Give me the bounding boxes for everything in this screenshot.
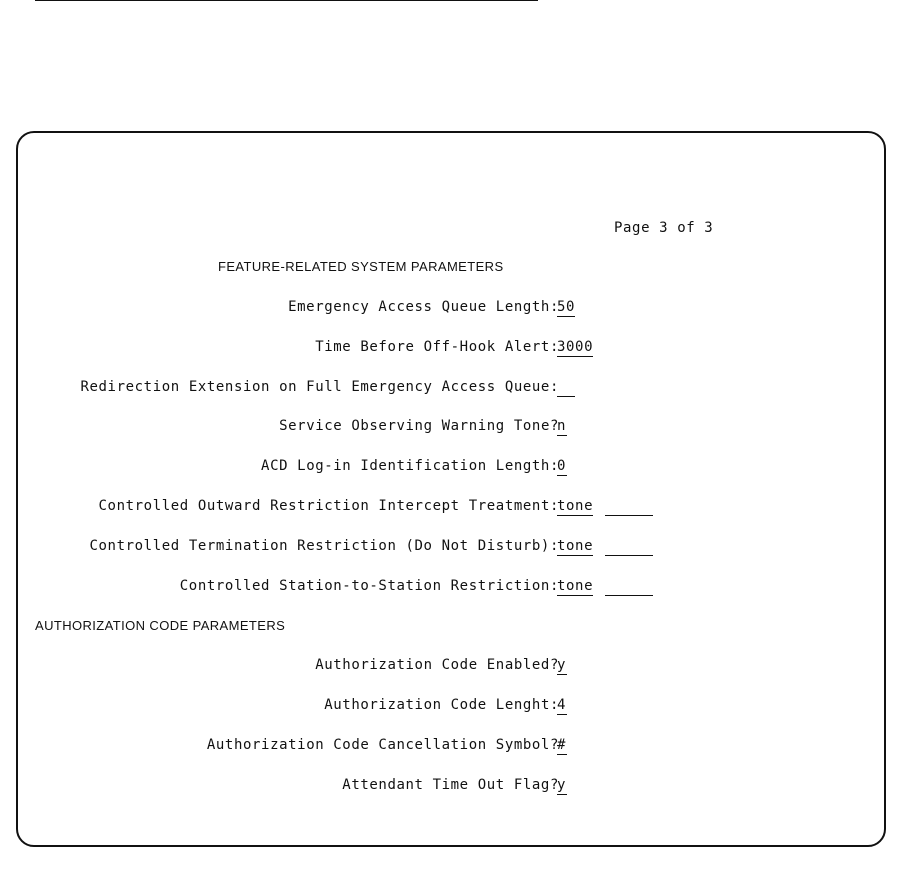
acd-login-length-label: ACD Log-in Identification Length: — [261, 458, 559, 474]
termination-restriction-extra-field[interactable] — [605, 538, 653, 556]
section-title-feature-parameters: FEATURE-RELATED SYSTEM PARAMETERS — [218, 259, 504, 274]
station-restriction-extra-field[interactable] — [605, 578, 653, 596]
service-observing-tone-label: Service Observing Warning Tone? — [279, 418, 559, 434]
auth-cancel-symbol-label: Authorization Code Cancellation Symbol? — [206, 737, 559, 753]
redirection-extension-label: Redirection Extension on Full Emergency Access Queue: — [80, 379, 559, 395]
auth-code-enabled-field[interactable]: y — [557, 657, 567, 673]
auth-code-length-label: Authorization Code Lenght: — [324, 697, 559, 713]
emergency-queue-length-label: Emergency Access Queue Length: — [288, 299, 559, 315]
attendant-timeout-label: Attendant Time Out Flag? — [342, 777, 559, 793]
page-indicator: Page 3 of 3 — [614, 220, 714, 236]
attendant-timeout-field[interactable]: y — [557, 777, 567, 793]
station-restriction-label: Controlled Station-to-Station Restriction: — [179, 578, 559, 594]
off-hook-alert-label: Time Before Off-Hook Alert: — [315, 339, 559, 355]
termination-restriction-field[interactable]: tone — [557, 538, 594, 554]
acd-login-length-field[interactable]: 0 — [557, 458, 567, 474]
outward-restriction-extra-field[interactable] — [605, 498, 653, 516]
auth-code-length-field[interactable]: 4 — [557, 697, 567, 713]
off-hook-alert-field[interactable]: 3000 — [557, 339, 594, 355]
station-restriction-field[interactable]: tone — [557, 578, 594, 594]
auth-cancel-symbol-field[interactable]: # — [557, 737, 567, 753]
outward-restriction-field[interactable]: tone — [557, 498, 594, 514]
service-observing-tone-field[interactable]: n — [557, 418, 567, 434]
termination-restriction-label: Controlled Termination Restriction (Do Not Disturb): — [89, 538, 559, 554]
redirection-extension-field[interactable] — [557, 379, 575, 397]
auth-code-enabled-label: Authorization Code Enabled? — [315, 657, 559, 673]
outward-restriction-label: Controlled Outward Restriction Intercept Treatment: — [98, 498, 559, 514]
emergency-queue-length-field[interactable]: 50 — [557, 299, 576, 315]
top-rule — [35, 0, 538, 1]
section-title-authorization: AUTHORIZATION CODE PARAMETERS — [35, 618, 286, 633]
